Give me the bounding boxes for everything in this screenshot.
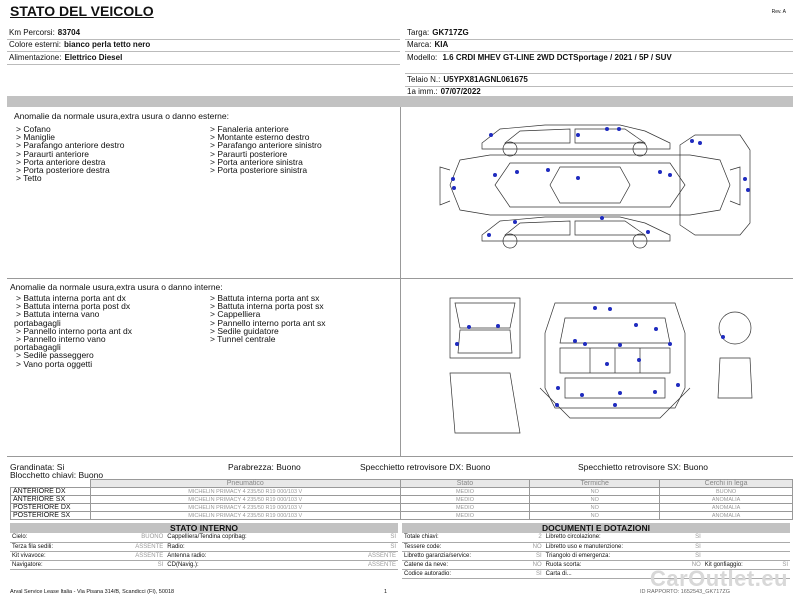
parabrezza-status: Parabrezza: Buono xyxy=(228,462,301,472)
watermark-logo: CarOutlet.eu xyxy=(649,566,788,591)
list-item: > Tetto xyxy=(16,173,42,184)
table-row: POSTERIORE DX MICHELIN PRIMACY 4 235/50 R19 000/103 V MEDIO NO ANOMALIA xyxy=(11,504,793,512)
list-item: > Battuta interna porta ant dx xyxy=(16,293,126,303)
vertical-divider xyxy=(400,107,401,457)
grandinata-status: Grandinata: Si xyxy=(10,462,65,472)
list-item: > Sedile passeggero xyxy=(16,350,94,361)
vehicle-info-right xyxy=(405,27,793,99)
section-divider-bar xyxy=(7,96,793,107)
list-item: > Parafango anteriore destro xyxy=(16,140,125,151)
table-header: Stato xyxy=(400,480,530,488)
list-item: > Pannello interno porta ant dx xyxy=(16,325,133,336)
info-row-km: Km Percorsi: 83704 xyxy=(7,27,400,40)
revision-label: Rev. A xyxy=(771,9,786,15)
list-item: > Porta posteriore destra xyxy=(16,165,110,176)
damage-markers xyxy=(451,127,750,237)
list-item: > Porta posteriore sinistra xyxy=(210,165,308,176)
specchietto-dx-status: Specchietto retrovisore DX: Buono xyxy=(360,462,491,472)
list-item: > Pannello interno vano xyxy=(16,334,106,345)
vehicle-info-left xyxy=(7,27,400,65)
table-row: ANTERIORE DX MICHELIN PRIMACY 4 235/50 R19 000/103 V MEDIO NO BUONO xyxy=(11,488,793,496)
info-row-modello: Modello: 1.6 CRDI MHEV GT-LINE 2WD DCTSportage / 2021 / 5P / SUV xyxy=(405,52,793,74)
list-item: > Cofano xyxy=(16,124,51,134)
external-damage-list-2 xyxy=(210,125,322,174)
blocchetto-status: Blocchetto chiavi: Buono xyxy=(10,470,104,480)
info-row-immatricolazione: 1a imm.: 07/07/2022 xyxy=(405,87,793,100)
table-row: Totale chiavi: 2 Libretto circolazione: SI xyxy=(402,533,790,542)
table-row: Cielo: BUONO Cappelliera/Tendina copribag: SI xyxy=(12,534,396,541)
list-item: > Battuta interna vano xyxy=(16,309,100,320)
internal-damage-list-1 xyxy=(16,294,132,368)
info-row-targa: Targa: GK717ZG xyxy=(405,27,793,40)
stato-interno-section xyxy=(10,523,398,570)
table-header: Cerchi in lega xyxy=(660,480,793,488)
footer-page-number: 1 xyxy=(384,589,388,595)
internal-damage-section xyxy=(10,283,223,291)
internal-damage-heading: Anomalie da normale usura,extra usura o danno interne: xyxy=(10,282,223,292)
list-item: > Sedile guidatore xyxy=(210,325,279,336)
list-item: > Porta anteriore destra xyxy=(16,156,106,167)
exterior-damage-diagram xyxy=(430,115,790,275)
page-title: STATO DEL VEICOLO xyxy=(10,3,154,19)
stato-interno-title: STATO INTERNO xyxy=(10,523,398,533)
table-row: Libretto garanzia/service: SI Triangolo di emergenza: SI xyxy=(402,551,790,560)
list-item: portabagagli xyxy=(14,317,61,328)
footer-doc-id: ID RAPPORTO: 1652543_GK717ZG xyxy=(640,589,730,595)
horizontal-divider-bottom xyxy=(7,456,793,457)
list-item: > Maniglie xyxy=(16,132,55,143)
list-item: > Parafango anteriore sinistro xyxy=(210,140,322,151)
info-row-marca: Marca: KIA xyxy=(405,40,793,53)
table-row: Terza fila sedili: ASSENTE Radio: SI xyxy=(12,543,396,550)
list-item: > Paraurti anteriore xyxy=(16,148,89,159)
list-item: portabagagli xyxy=(14,342,61,353)
list-item: > Vano porta oggetti xyxy=(16,358,93,369)
tyres-table xyxy=(10,479,793,520)
table-row: Tessere code: NO Libretto uso e manutenzione: SI xyxy=(402,542,790,551)
internal-damage-list-2 xyxy=(210,294,326,343)
footer-company: Arval Service Lease Italia - Via Pisana 314/B, Scandicci (FI), 50018 xyxy=(10,589,175,595)
table-row: ANTERIORE SX MICHELIN PRIMACY 4 235/50 R19 000/103 V MEDIO NO ANOMALIA xyxy=(11,496,793,504)
list-item: > Montante esterno destro xyxy=(210,132,310,143)
list-item: > Paraurti posteriore xyxy=(210,148,288,159)
info-row-colore: Colore esterni: bianco perla tetto nero xyxy=(7,40,400,53)
interior-damage-diagram xyxy=(440,288,790,448)
table-row: Kit vivavoce: ASSENTE Antenna radio: ASSENTE xyxy=(12,552,396,559)
list-item: > Tunnel centrale xyxy=(210,334,276,345)
stato-interno-table xyxy=(10,533,398,570)
table-row: Navigatore: SI CD(Navig.): ASSENTE xyxy=(12,561,396,568)
table-row: POSTERIORE SX MICHELIN PRIMACY 4 235/50 R19 000/103 V MEDIO NO ANOMALIA xyxy=(11,512,793,520)
external-damage-list-1 xyxy=(16,125,124,182)
list-item: > Pannello interno porta ant sx xyxy=(210,317,326,328)
table-header: Termiche xyxy=(530,480,660,488)
list-item: > Fanaleria anteriore xyxy=(210,124,289,134)
list-item: > Porta anteriore sinistra xyxy=(210,156,303,167)
info-row-alimentazione: Alimentazione: Elettrico Diesel xyxy=(7,52,400,65)
specchietto-sx-status: Specchietto retrovisore SX: Buono xyxy=(578,462,708,472)
table-row: Codice autoradio: SI Carta di... xyxy=(402,569,790,578)
list-item: > Battuta interna porta post dx xyxy=(16,301,131,312)
table-header: Pneumatico xyxy=(90,480,400,488)
list-item: > Battuta interna porta post sx xyxy=(210,301,324,312)
list-item: > Cappelliera xyxy=(210,309,261,320)
horizontal-divider xyxy=(7,278,793,279)
table-row: Catene da neve: NO Ruota scorta: NO Kit gonfiaggio: SI xyxy=(404,561,788,568)
documenti-title: DOCUMENTI E DOTAZIONI xyxy=(402,523,790,533)
list-item: > Battuta interna porta ant sx xyxy=(210,293,320,303)
external-damage-heading: Anomalie da normale usura,extra usura o danno esterne: xyxy=(14,111,229,121)
info-row-telaio: Telaio N.: U5YPX81AGNL061675 xyxy=(405,74,793,87)
external-damage-section xyxy=(14,112,229,120)
